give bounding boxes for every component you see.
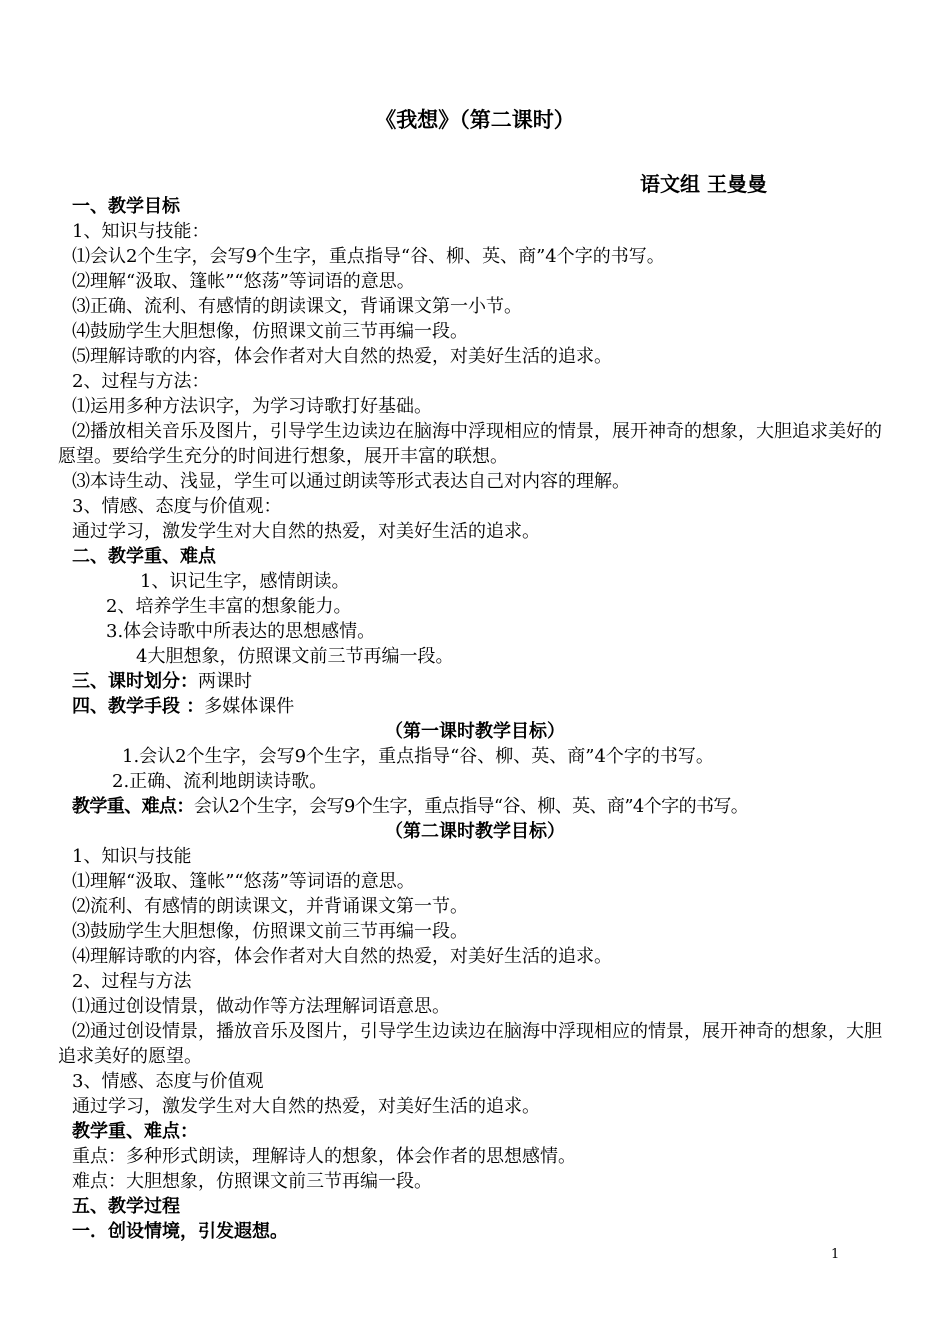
section-heading	[72, 694, 294, 719]
list-item: 2、培养学生丰富的想象能力。	[106, 596, 352, 617]
subheading: 一．创设情境，引发遐想。	[72, 1221, 288, 1242]
page-number: 1	[831, 1247, 840, 1262]
list-item: ⑶鼓励学生大胆想像，仿照课文前三节再编一段。	[72, 921, 468, 942]
key-points-label: 教学重、难点：	[72, 796, 194, 817]
section-heading: 一、教学目标	[72, 196, 180, 217]
key-points-text: 会认2个生字，会写9个生字，重点指导“谷、柳、英、商”4个字的书写。	[193, 796, 749, 817]
paragraph: 重点：多种形式朗读，理解诗人的想象，体会作者的思想感情。	[72, 1146, 576, 1167]
list-item: 4大胆想象，仿照课文前三节再编一段。	[136, 646, 454, 667]
list-item: 1.会认2个生字，会写9个生字，重点指导“谷、柳、英、商”4个字的书写。	[122, 746, 714, 767]
subheading: 2、过程与方法	[72, 971, 192, 992]
section-value: 两课时	[198, 671, 252, 692]
list-item: ⑴会认2个生字，会写9个生字，重点指导“谷、柳、英、商”4个字的书写。	[72, 246, 665, 267]
list-item: ⑴理解“汲取、篷帐”“悠荡”等词语的意思。	[72, 871, 415, 892]
list-item: ⑸理解诗歌的内容，体会作者对大自然的热爱，对美好生活的追求。	[72, 346, 612, 367]
subsection-title: （第一课时教学目标）	[385, 721, 565, 742]
paragraph: 通过学习，激发学生对大自然的热爱，对美好生活的追求。	[72, 1096, 540, 1117]
list-item: 1、识记生字，感情朗读。	[140, 571, 350, 592]
document-title: 《我想》（第二课时）	[375, 107, 575, 132]
list-item: ⑷理解诗歌的内容，体会作者对大自然的热爱，对美好生活的追求。	[72, 946, 612, 967]
section-value: 多媒体课件	[204, 696, 295, 717]
section-heading	[72, 669, 252, 694]
list-item: ⑵通过创设情景，播放音乐及图片，引导学生边读边在脑海中浮现相应的情景，展开神奇的想象，大胆追求美好的愿望。	[58, 1021, 882, 1067]
subheading: 1、知识与技能	[72, 846, 192, 867]
subsection-title: （第二课时教学目标）	[385, 821, 565, 842]
list-item: ⑴通过创设情景，做动作等方法理解词语意思。	[72, 996, 450, 1017]
list-item: ⑶正确、流利、有感情的朗读课文，背诵课文第一小节。	[72, 296, 522, 317]
list-item: ⑴运用多种方法识字，为学习诗歌打好基础。	[72, 396, 432, 417]
section-label: 三、课时划分：	[72, 671, 198, 692]
subheading: 3、情感、态度与价值观：	[72, 496, 282, 517]
key-points-label: 教学重、难点：	[72, 1121, 198, 1142]
list-item: ⑵理解“汲取、篷帐”“悠荡”等词语的意思。	[72, 271, 415, 292]
section-label: 四、教学手段 ：	[72, 696, 205, 717]
list-item: 2.正确、流利地朗读诗歌。	[112, 771, 328, 792]
list-item: 3.体会诗歌中所表达的思想感情。	[106, 621, 376, 642]
list-item: ⑵播放相关音乐及图片，引导学生边读边在脑海中浮现相应的情景，展开神奇的想象，大胆追求美好的愿望。要给学生充分的时间进行想象，展开丰富的联想。	[58, 421, 882, 467]
subheading: 2、过程与方法：	[72, 371, 210, 392]
section-heading: 二、教学重、难点	[72, 546, 216, 567]
paragraph: 难点：大胆想象，仿照课文前三节再编一段。	[72, 1171, 432, 1192]
subheading: 3、情感、态度与价值观	[72, 1071, 264, 1092]
list-item: ⑷鼓励学生大胆想像，仿照课文前三节再编一段。	[72, 321, 468, 342]
list-item: ⑶本诗生动、浅显，学生可以通过朗读等形式表达自己对内容的理解。	[72, 471, 630, 492]
author-line: 语文组 王曼曼	[640, 172, 767, 196]
subheading: 1、知识与技能：	[72, 221, 210, 242]
key-points	[72, 794, 748, 819]
section-heading: 五、教学过程	[72, 1196, 180, 1217]
list-item: ⑵流利、有感情的朗读课文，并背诵课文第一节。	[72, 896, 468, 917]
paragraph: 通过学习，激发学生对大自然的热爱，对美好生活的追求。	[72, 521, 540, 542]
